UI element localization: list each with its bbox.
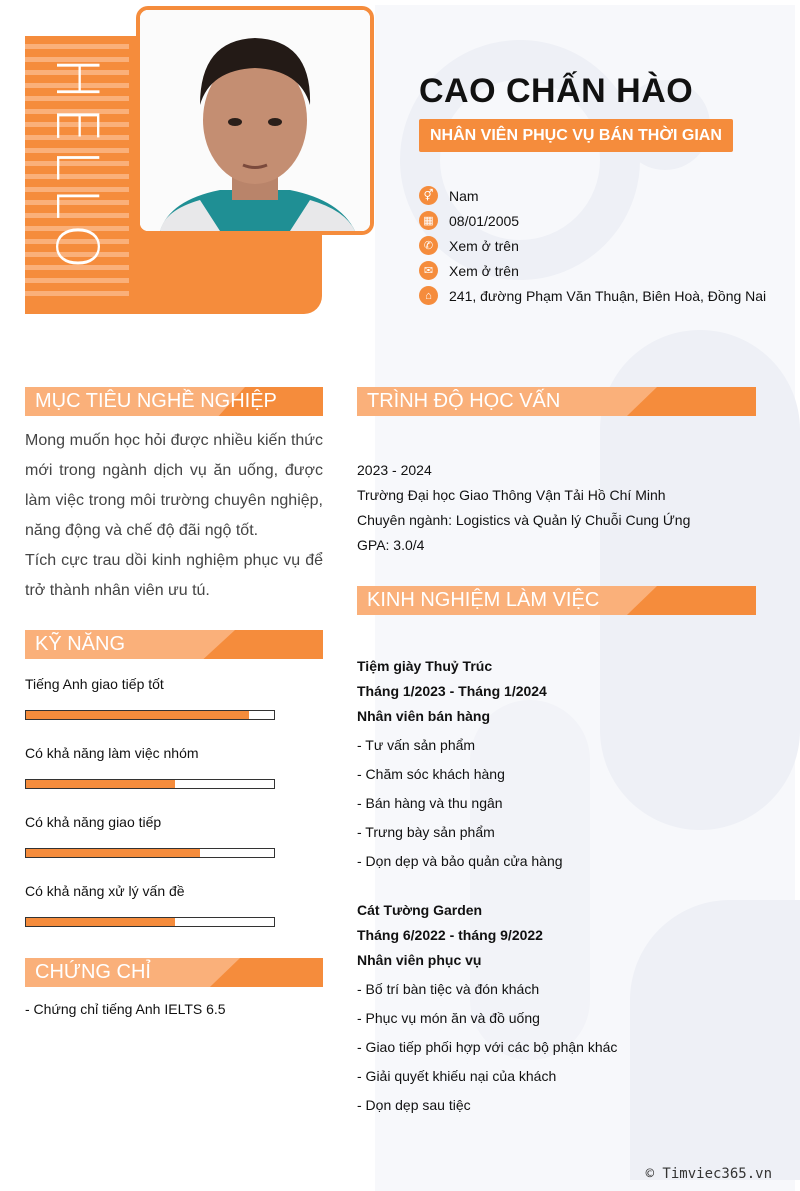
skill-name: Có khả năng giao tiếp — [25, 814, 162, 830]
candidate-name: CAO CHẤN HÀO — [419, 72, 694, 110]
section-header-experience — [357, 586, 756, 615]
education-school: Trường Đại học Giao Thông Vận Tải Hồ Chí Minh — [357, 487, 666, 503]
contact-value: Xem ở trên — [449, 237, 519, 254]
section-title: KINH NGHIỆM LÀM VIỆC — [367, 589, 600, 611]
contact-info — [419, 183, 766, 308]
objective-paragraph: Mong muốn học hỏi được nhiều kiến thức mới trong ngành dịch vụ ăn uống, được làm việc trong môi trường chuyên nghiệp, năng động và chế độ đãi ngộ tốt. — [25, 432, 323, 539]
objective-text — [25, 426, 323, 606]
experience-company: Cát Tường Garden — [357, 902, 483, 918]
experience-entry — [357, 656, 617, 880]
phone-icon: ✆ — [419, 236, 438, 255]
skill-fill — [26, 780, 175, 788]
skill-item — [25, 745, 285, 814]
contact-phone — [419, 233, 766, 258]
certificate-item: - Chứng chỉ tiếng Anh IELTS 6.5 — [25, 1001, 226, 1017]
experience-list — [357, 656, 617, 1124]
contact-birthday — [419, 208, 766, 233]
skill-fill — [26, 849, 200, 857]
hello-text: HELLO — [43, 56, 111, 276]
experience-period: Tháng 1/2023 - Tháng 1/2024 — [357, 683, 547, 699]
skill-bar — [25, 710, 275, 720]
gender-icon: ⚥ — [419, 186, 438, 205]
experience-task: - Dọn dẹp sau tiệc — [357, 1097, 471, 1113]
email-icon: ✉ — [419, 261, 438, 280]
experience-role: Nhân viên bán hàng — [357, 708, 491, 724]
skill-name: Tiếng Anh giao tiếp tốt — [25, 676, 164, 692]
profile-photo — [140, 10, 370, 231]
experience-task: - Bố trí bàn tiệc và đón khách — [357, 981, 540, 997]
experience-task: - Giải quyết khiếu nại của khách — [357, 1068, 557, 1084]
skill-name: Có khả năng xử lý vấn đề — [25, 883, 185, 899]
profile-photo-frame — [136, 6, 374, 235]
section-header-education — [357, 387, 756, 416]
skill-fill — [26, 918, 175, 926]
certificate-list — [25, 1001, 226, 1017]
experience-task: - Phục vụ món ăn và đồ uống — [357, 1010, 540, 1026]
education-gpa: GPA: 3.0/4 — [357, 537, 425, 553]
skill-bar — [25, 917, 275, 927]
skill-item — [25, 814, 285, 883]
education-entry — [357, 458, 690, 558]
experience-company: Tiệm giày Thuỷ Trúc — [357, 658, 493, 674]
contact-address — [419, 283, 766, 308]
section-title: TRÌNH ĐỘ HỌC VẤN — [367, 390, 561, 412]
home-icon: ⌂ — [419, 286, 438, 305]
experience-task: - Giao tiếp phối hợp với các bộ phận khác — [357, 1039, 618, 1055]
skill-bar — [25, 848, 275, 858]
section-header-objective — [25, 387, 323, 416]
section-header-certificates — [25, 958, 323, 987]
footer-watermark: © Timviec365.vn — [645, 1166, 772, 1182]
experience-task: - Bán hàng và thu ngân — [357, 795, 503, 811]
contact-value: Nam — [449, 187, 479, 204]
experience-task: - Tư vấn sản phẩm — [357, 737, 476, 753]
experience-task: - Chăm sóc khách hàng — [357, 766, 505, 782]
experience-period: Tháng 6/2022 - tháng 9/2022 — [357, 927, 543, 943]
job-title-badge: NHÂN VIÊN PHỤC VỤ BÁN THỜI GIAN — [419, 119, 733, 152]
education-major: Chuyên ngành: Logistics và Quản lý Chuỗi Cung Ứng — [357, 512, 691, 528]
section-title: MỤC TIÊU NGHỀ NGHIỆP — [35, 390, 277, 412]
education-period: 2023 - 2024 — [357, 462, 432, 478]
skill-item — [25, 676, 285, 745]
contact-gender — [419, 183, 766, 208]
contact-value: 08/01/2005 — [449, 212, 520, 229]
experience-task: - Trưng bày sản phẩm — [357, 824, 495, 840]
section-title: KỸ NĂNG — [35, 633, 126, 655]
contact-email — [419, 258, 766, 283]
skill-fill — [26, 711, 249, 719]
section-title: CHỨNG CHỈ — [35, 961, 151, 983]
contact-value: 241, đường Phạm Văn Thuận, Biên Hoà, Đồng Nai — [449, 287, 767, 304]
skill-item — [25, 883, 285, 952]
contact-value: Xem ở trên — [449, 262, 519, 279]
experience-task: - Dọn dẹp và bảo quản cửa hàng — [357, 853, 563, 869]
spacer — [357, 880, 617, 900]
experience-entry — [357, 900, 617, 1124]
experience-role: Nhân viên phục vụ — [357, 952, 482, 968]
skills-list — [25, 676, 285, 952]
objective-paragraph: Tích cực trau dồi kinh nghiệm phục vụ để trở thành nhân viên ưu tú. — [25, 552, 323, 599]
section-header-skills — [25, 630, 323, 659]
calendar-icon: ▦ — [419, 211, 438, 230]
skill-bar — [25, 779, 275, 789]
skill-name: Có khả năng làm việc nhóm — [25, 745, 199, 761]
